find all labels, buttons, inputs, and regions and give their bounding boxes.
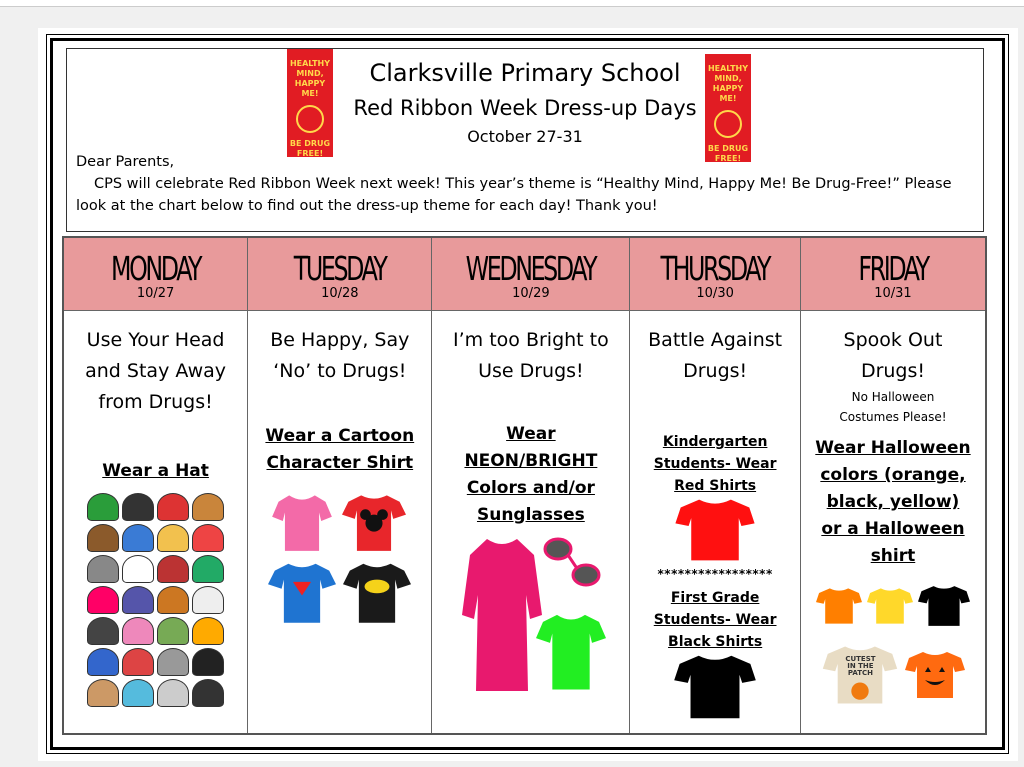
school-name: Clarksville Primary School [369, 59, 681, 87]
day-date: 10/27 [136, 286, 175, 301]
day-date: 10/31 [874, 286, 912, 301]
letter-paragraph: CPS will celebrate Red Ribbon Week next week! This year’s theme is “Healthy Mind, Happy Me! Be Drug-Free!” Please look at the chart below to find out the dress-up theme for each day! Thank you! [76, 176, 952, 214]
tuesday-cell [248, 311, 432, 735]
hat-icon [87, 586, 119, 614]
day-name: FRIDAY [858, 249, 928, 288]
day-theme: I’m too Bright to Use Drugs! [453, 329, 609, 382]
green-tshirt-icon [536, 605, 606, 697]
day-name: TUESDAY [293, 249, 386, 288]
red-tshirt-icon [673, 497, 757, 563]
hat-icon [192, 493, 224, 521]
dress-instruction: Wear a Hat [102, 461, 209, 481]
document-title: Red Ribbon Week Dress-up Days [353, 96, 697, 120]
hat-icon [157, 648, 189, 676]
halloween-shirts-image [801, 584, 985, 710]
hat-icon [157, 679, 189, 707]
day-name: MONDAY [111, 249, 201, 288]
letter-header [66, 48, 984, 232]
hat-icon [122, 493, 154, 521]
dress-instruction: Wear NEON/BRIGHT Colors and/or Sunglasses [464, 424, 598, 525]
hat-icon [87, 648, 119, 676]
ribbon-text: BE DRUG FREE! [707, 144, 749, 163]
hat-icon [192, 555, 224, 583]
ribbon-text: HEALTHY MIND, HAPPY ME! [707, 64, 749, 103]
ribbon-text: BE DRUG FREE! [289, 139, 331, 158]
hat-icon [87, 617, 119, 645]
day-theme: Use Your Head and Stay Away from Drugs! [85, 329, 227, 413]
day-date: 10/28 [321, 286, 359, 301]
hat-icon [87, 555, 119, 583]
hat-icon [157, 524, 189, 552]
shirt-text: CUTEST IN THE PATCH [845, 655, 876, 677]
day-header-thursday [630, 237, 801, 311]
day-theme: Be Happy, Say ‘No’ to Drugs! [270, 329, 410, 382]
dress-instruction: Wear Halloween colors (orange, black, yellow) or a Halloween shirt [815, 438, 971, 566]
hat-icon [87, 524, 119, 552]
day-name: WEDNESDAY [466, 249, 596, 288]
hat-icon [122, 524, 154, 552]
day-date: 10/29 [512, 286, 550, 301]
thursday-cell [630, 311, 801, 735]
costume-note: No Halloween Costumes Please! [839, 390, 947, 424]
monday-cell [63, 311, 248, 735]
sunglasses-icon [542, 535, 602, 590]
hat-icon [157, 617, 189, 645]
cartoon-shirts-image [248, 489, 431, 629]
princess-shirt-icon [270, 489, 334, 553]
day-header-friday [800, 237, 986, 311]
first-grade-instruction: First Grade Students- Wear Black Shirts [653, 590, 777, 650]
hat-icon [192, 648, 224, 676]
pink-tshirt-icon [462, 535, 542, 695]
hat-icon [157, 555, 189, 583]
hat-icon [192, 617, 224, 645]
neon-clothes-image [432, 535, 629, 705]
hat-icon [87, 679, 119, 707]
hat-icon [157, 586, 189, 614]
hat-icon [87, 493, 119, 521]
hat-icon [122, 586, 154, 614]
hat-icon [122, 679, 154, 707]
window-top-bar [0, 0, 1024, 7]
day-name: THURSDAY [660, 249, 770, 288]
batman-shirt-icon [342, 557, 412, 625]
event-dates: October 27-31 [467, 127, 583, 146]
hat-icon [192, 586, 224, 614]
black-tshirt-icon [918, 584, 970, 628]
hat-icon [192, 679, 224, 707]
friday-cell [800, 311, 986, 735]
day-header-monday [63, 237, 248, 311]
wednesday-cell [432, 311, 630, 735]
dress-up-schedule-table [62, 236, 987, 735]
mickey-shirt-icon [339, 489, 409, 553]
day-date: 10/30 [696, 286, 734, 301]
hat-icon [192, 524, 224, 552]
hat-icon [122, 617, 154, 645]
day-theme: Battle Against Drugs! [648, 329, 783, 382]
dress-instruction: Wear a Cartoon Character Shirt [265, 426, 415, 473]
day-header-tuesday [248, 237, 432, 311]
hat-icon [122, 555, 154, 583]
pumpkin-patch-shirt [821, 644, 899, 706]
divider-asterisks: ***************** [657, 567, 773, 581]
letter-body [76, 151, 976, 217]
yellow-tshirt-icon [867, 584, 913, 628]
hats-image [81, 493, 231, 707]
superman-shirt-icon [267, 557, 337, 625]
day-theme: Spook Out Drugs! [843, 329, 943, 382]
greeting: Dear Parents, [76, 154, 175, 170]
black-tshirt-icon [673, 653, 757, 721]
orange-tshirt-icon [816, 584, 862, 628]
kindergarten-instruction: Kindergarten Students- Wear Red Shirts [653, 434, 777, 494]
day-header-wednesday [432, 237, 630, 311]
hat-icon [122, 648, 154, 676]
hat-icon [157, 493, 189, 521]
jack-o-lantern-shirt-icon [905, 644, 965, 706]
ribbon-text: HEALTHY MIND, HAPPY ME! [289, 59, 331, 98]
